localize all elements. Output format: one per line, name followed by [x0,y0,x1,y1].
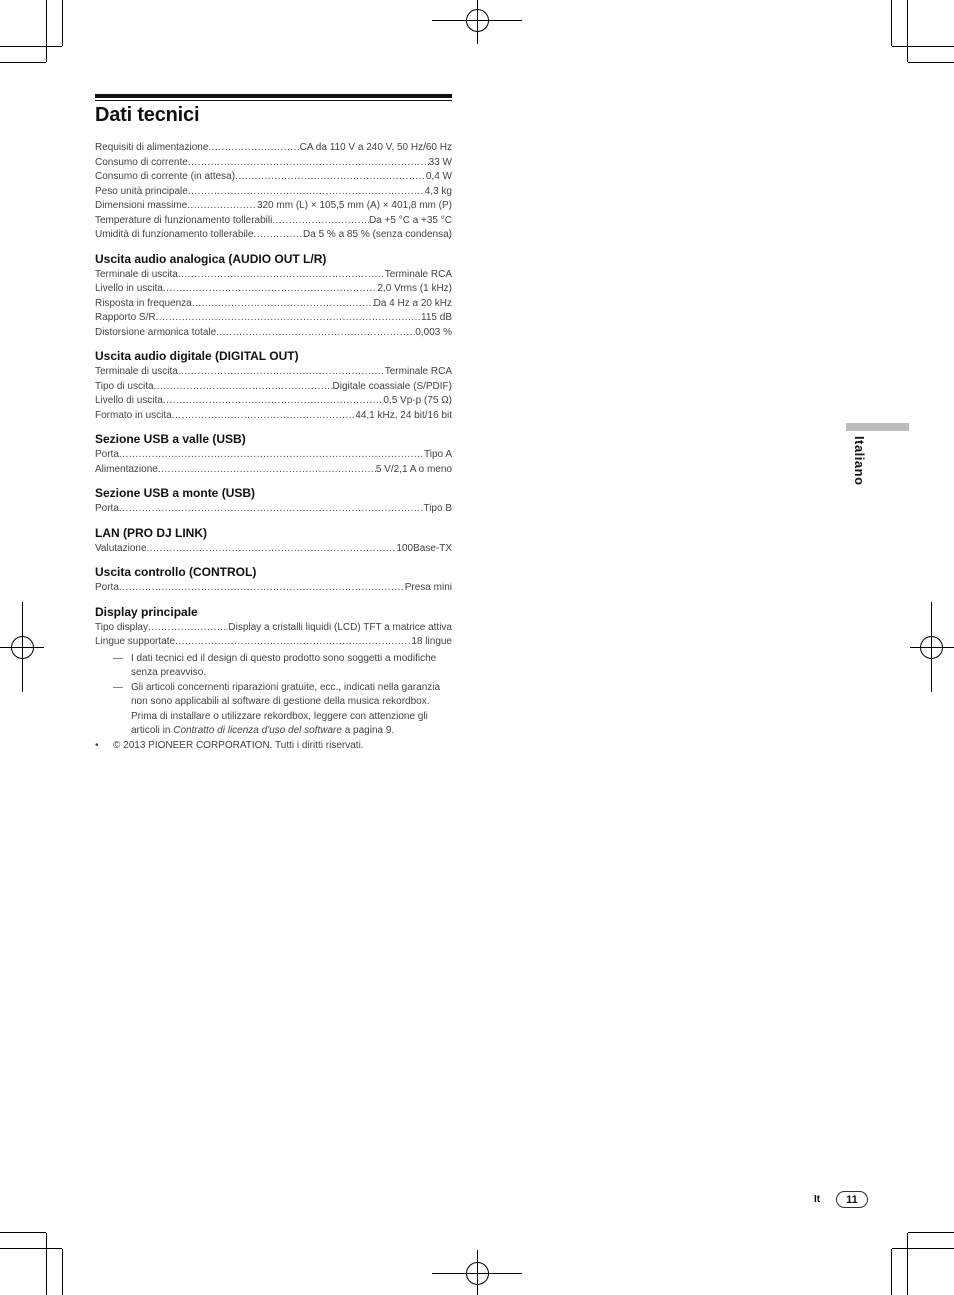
spec-value: CA da 110 V a 240 V, 50 Hz/60 Hz [299,142,452,153]
spec-value: Terminale RCA [384,268,452,280]
registration-left-circle [11,636,34,659]
copyright-text: © 2013 PIONEER CORPORATION. Tutti i diritti riservati. [113,739,364,751]
spec-label: Umidità di funzionamento tollerabile [95,229,254,240]
language-tab-label: Italiano [852,436,867,486]
spec-row [95,214,452,229]
spec-value: Display a cristalli liquidi (LCD) TFT a matrice attiva [228,621,452,633]
crop-mark-bl-h [0,1248,62,1249]
spec-section [95,349,452,423]
note-item [95,652,452,681]
spec-row [95,228,452,243]
dot-leader [158,463,376,478]
spec-section [95,252,452,341]
section-spec-list [95,621,452,650]
spec-row [95,282,452,297]
crop-mark-tl-v2 [46,0,47,62]
spec-section [95,565,452,596]
general-spec-list [95,141,452,243]
spec-row [95,365,452,380]
spec-value: 5 V/2,1 A o meno [375,463,452,475]
crop-mark-tr-v2 [907,0,908,62]
section-heading: Uscita controllo (CONTROL) [95,565,257,579]
spec-value: 115 dB [421,312,452,323]
crop-mark-br-v2 [907,1233,908,1295]
dot-leader [216,326,415,341]
registration-bottom-circle [466,1262,489,1285]
spec-row [95,141,452,156]
spec-row [95,542,452,557]
spec-label: Terminale di uscita [95,268,178,280]
crop-mark-tr-h [892,46,954,47]
note-text: Gli articoli concernenti riparazioni gratuite, ecc., indicati nella garanzia non sono applicabili al software di gestione della musica rekordbox. Prima di installare o utilizzare rekordbox, leggere con attenzione gli articoli in [131,681,441,736]
spec-row [95,311,452,326]
spec-label: Risposta in frequenza [95,297,192,309]
note-dash: — [113,652,123,664]
section-spec-list [95,268,452,341]
spec-value: Terminale RCA [384,366,452,377]
crop-mark-tl-h [0,46,62,47]
spec-row [95,170,452,185]
spec-section [95,526,452,557]
dot-leader [119,502,424,517]
page-number: 11 [836,1191,868,1208]
spec-row [95,297,452,312]
notes-list [95,652,452,739]
spec-label: Porta [95,582,119,593]
spec-section [95,486,452,517]
footer-language-code: It [814,1194,821,1205]
crop-mark-br-h [892,1248,954,1249]
spec-value: 2,0 Vrms (1 kHz) [377,283,452,294]
spec-label: Dimensioni massime [95,200,188,211]
spec-label: Temperature di funzionamento tollerabili [95,214,273,226]
language-tab-bar [846,423,909,431]
note-dash: — [113,681,123,693]
section-heading: Display principale [95,604,198,619]
spec-value: 0,5 Vp-p (75 Ω) [383,395,452,406]
spec-row [95,463,452,478]
spec-value: Digitale coassiale (S/PDIF) [332,380,452,392]
dot-leader [178,365,385,380]
spec-value: Presa mini [404,582,452,593]
spec-row [95,621,452,636]
section-heading: Uscita audio analogica (AUDIO OUT L/R) [95,251,327,266]
spec-label: Consumo di corrente (in attesa) [95,171,236,182]
section-spec-list [95,581,452,596]
spec-label: Rapporto S/R [95,312,156,323]
title-rule [95,94,452,98]
spec-value: 0,4 W [425,171,452,182]
spec-label: Porta [95,503,119,514]
spec-label: Livello di uscita [95,395,163,406]
spec-label: Livello in uscita [95,283,163,294]
dot-leader [192,297,374,312]
spec-value: 4,3 kg [424,185,452,197]
registration-right-circle [920,636,943,659]
dot-leader [119,448,424,463]
spec-value: 18 lingue [411,636,452,647]
spec-label: Peso unità principale [95,185,188,197]
dot-leader [253,228,303,243]
spec-row [95,581,452,596]
spec-value: Da +5 °C a +35 °C [368,214,452,226]
title-rule-thin [95,100,452,101]
spec-row [95,268,452,283]
spec-row [95,409,452,424]
spec-label: Terminale di uscita [95,366,178,377]
spec-column [95,94,452,753]
crop-mark-bl-h2 [0,1232,46,1233]
section-heading: Sezione USB a monte (USB) [95,486,256,500]
dot-leader [163,282,378,297]
spec-row [95,326,452,341]
spec-sections [95,252,452,650]
note-reference-link: Contratto di licenza d'uso del software [173,725,342,736]
spec-row [95,185,452,200]
section-spec-list [95,365,452,423]
section-spec-list [95,542,452,557]
spec-value: Da 4 Hz a 20 kHz [373,297,452,309]
spec-label: Lingue supportate [95,636,176,647]
spec-value: 100Base-TX [396,542,452,554]
bullet-icon: • [95,739,99,751]
spec-section [95,605,452,650]
spec-label: Distorsione armonica totale [95,326,217,338]
dot-leader [208,141,299,156]
dot-leader [154,380,333,395]
registration-top-circle [466,9,489,32]
dot-leader [172,409,356,424]
crop-mark-br-v [891,1249,892,1295]
spec-section [95,432,452,477]
spec-row [95,156,452,171]
spec-row [95,199,452,214]
spec-label: Tipo display [95,621,148,633]
dot-leader [147,542,397,557]
section-heading: Sezione USB a valle (USB) [95,432,246,446]
crop-mark-tr-h2 [908,62,954,63]
crop-mark-tr-v [891,0,892,46]
spec-value: 0,003 % [415,326,452,338]
crop-mark-tl-v [62,0,63,46]
section-spec-list [95,448,452,477]
spec-value: 320 mm (L) × 105,5 mm (A) × 401,8 mm (P) [256,200,452,211]
spec-row [95,394,452,409]
spec-row [95,635,452,650]
section-heading: LAN (PRO DJ LINK) [95,525,207,540]
spec-label: Valutazione [95,542,147,554]
spec-label: Tipo di uscita [95,380,154,392]
note-item [95,681,452,739]
note-text-end: a pagina 9. [341,725,395,736]
spec-row [95,380,452,395]
dot-leader [178,268,385,283]
dot-leader [148,621,228,636]
dot-leader [188,156,429,171]
copyright-line [95,739,452,754]
dot-leader [187,199,257,214]
spec-value: 33 W [428,156,452,168]
crop-mark-tl-h2 [0,62,46,63]
section-heading: Uscita audio digitale (DIGITAL OUT) [95,349,299,363]
spec-value: Da 5 % a 85 % (senza condensa) [303,229,452,240]
spec-label: Requisiti di alimentazione [95,142,209,153]
spec-row [95,502,452,517]
spec-label: Consumo di corrente [95,156,188,168]
crop-mark-br-h2 [908,1232,954,1233]
dot-leader [175,635,411,650]
spec-value: Tipo B [423,503,452,514]
dot-leader [235,170,426,185]
crop-mark-bl-v [62,1249,63,1295]
section-spec-list [95,502,452,517]
spec-value: 44,1 kHz, 24 bit/16 bit [355,409,452,421]
dot-leader [119,581,405,596]
crop-mark-bl-v2 [46,1233,47,1295]
spec-value: Tipo A [424,449,452,460]
spec-label: Alimentazione [95,463,158,475]
note-text: I dati tecnici ed il design di questo prodotto sono soggetti a modifiche senza preavviso. [131,652,437,678]
spec-row [95,448,452,463]
spec-label: Porta [95,449,119,460]
page-title: Dati tecnici [95,104,200,126]
dot-leader [272,214,369,229]
dot-leader [156,311,421,326]
dot-leader [188,185,425,200]
spec-label: Formato in uscita [95,409,172,421]
dot-leader [163,394,384,409]
